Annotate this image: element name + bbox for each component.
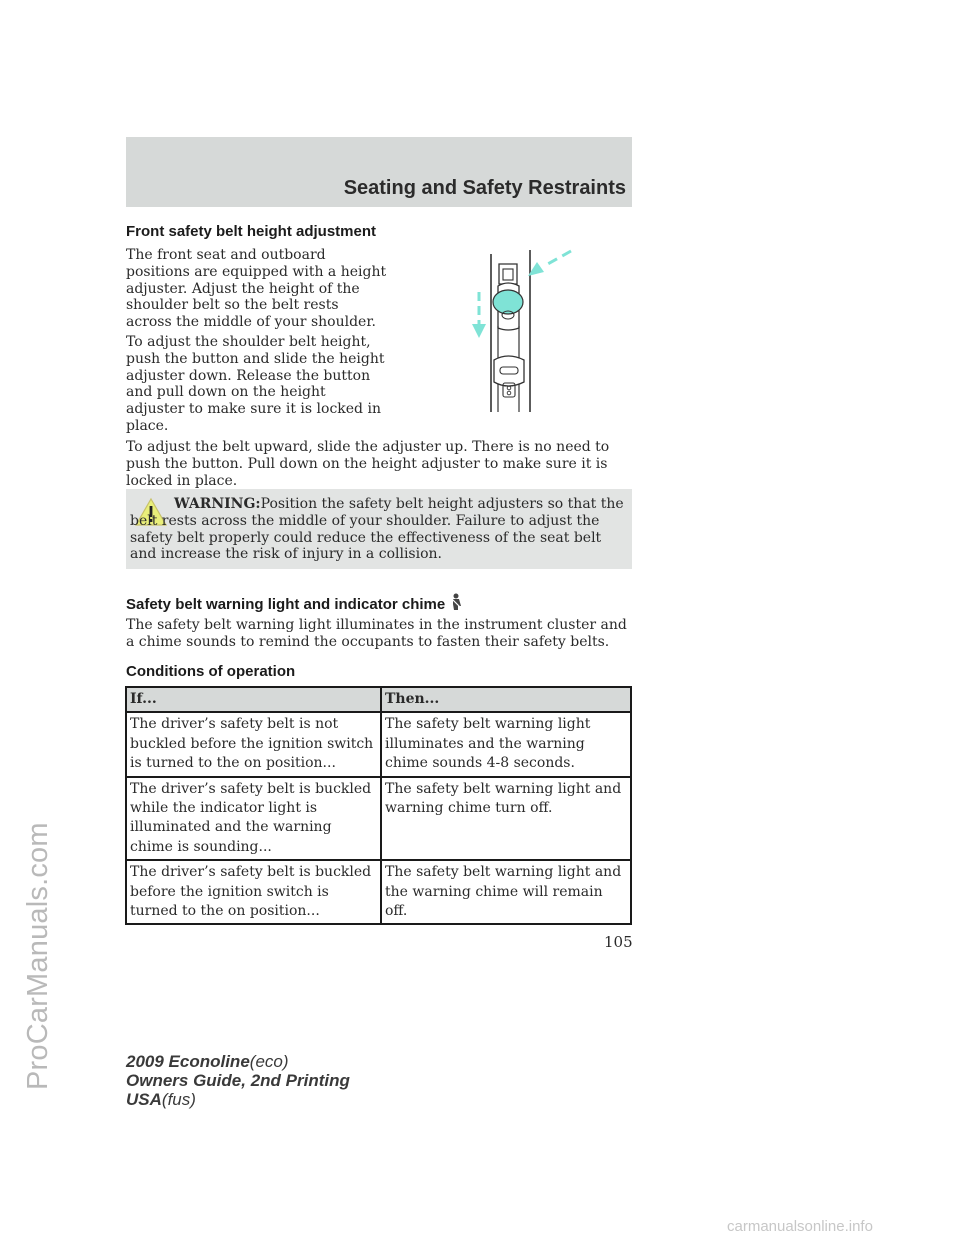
table-header-row <box>126 687 631 712</box>
belt-height-para-1: The front seat and outboard positions are equipped with a height adjuster. Adjust the height of the shoulder belt so the belt rests across the middle of your shoulder. <box>126 247 387 331</box>
page-number: 105 <box>604 933 633 951</box>
table-row <box>126 712 631 776</box>
section-header <box>126 137 632 207</box>
footer-market-code: (fus) <box>161 1090 196 1109</box>
table-cell-then: The safety belt warning light and warning chime turn off. <box>381 777 631 861</box>
warning-box <box>126 489 632 569</box>
table-row <box>126 860 631 924</box>
warning-light-para: The safety belt warning light illuminates in the instrument cluster and a chime sounds to remind the occupants to fasten their safety belts. <box>126 617 627 650</box>
footer-guide: Owners Guide, 2nd Printing <box>126 1071 350 1090</box>
conditions-table <box>125 686 632 925</box>
table-cell-then: The safety belt warning light and the warning chime will remain off. <box>381 860 631 924</box>
warning-label: WARNING: <box>174 496 261 512</box>
table-cell-if: The driver’s safety belt is buckled while the indicator light is illuminated and the warning chime is sounding... <box>126 777 381 861</box>
table-cell-if: The driver’s safety belt is buckled before the ignition switch is turned to the on position... <box>126 860 381 924</box>
column-header-if: If... <box>126 687 381 712</box>
belt-height-para-3: To adjust the belt upward, slide the adjuster up. There is no need to push the button. Pull down on the height adjuster to make sure it is locked in place. <box>126 439 610 489</box>
conditions-heading: Conditions of operation <box>126 663 296 680</box>
table-cell-then: The safety belt warning light illuminates and the warning chime sounds 4-8 seconds. <box>381 712 631 776</box>
warning-text <box>130 496 624 563</box>
shoulder-belt-height-adjuster-illustration <box>462 240 602 418</box>
watermark-side: ProCarManuals.com <box>22 822 54 1090</box>
watermark-bottom: carmanualsonline.info <box>727 1218 873 1235</box>
section-title: Seating and Safety Restraints <box>343 177 626 199</box>
footer <box>126 1052 350 1109</box>
seatbelt-icon <box>447 593 465 611</box>
table-cell-if: The driver’s safety belt is not buckled before the ignition switch is turned to the on position... <box>126 712 381 776</box>
belt-height-para-2: To adjust the shoulder belt height, push the button and slide the height adjuster down. Release the button and pull down on the height adjuster to make sure it is locked in place. <box>126 334 385 434</box>
belt-height-heading: Front safety belt height adjustment <box>126 223 377 240</box>
warning-light-heading: Safety belt warning light and indicator chime <box>126 596 446 613</box>
warning-body: Position the safety belt height adjusters so that the belt rests across the middle of your shoulder. Failure to adjust the safety belt properly could reduce the effectiveness of the seat belt and increase the risk of injury in a collision. <box>130 496 624 563</box>
warning-light-heading-row <box>126 593 465 613</box>
footer-market: USA <box>126 1090 162 1109</box>
column-header-then: Then... <box>381 687 631 712</box>
footer-model: 2009 Econoline <box>126 1052 250 1071</box>
table-row <box>126 777 631 861</box>
footer-model-code: (eco) <box>249 1052 289 1071</box>
